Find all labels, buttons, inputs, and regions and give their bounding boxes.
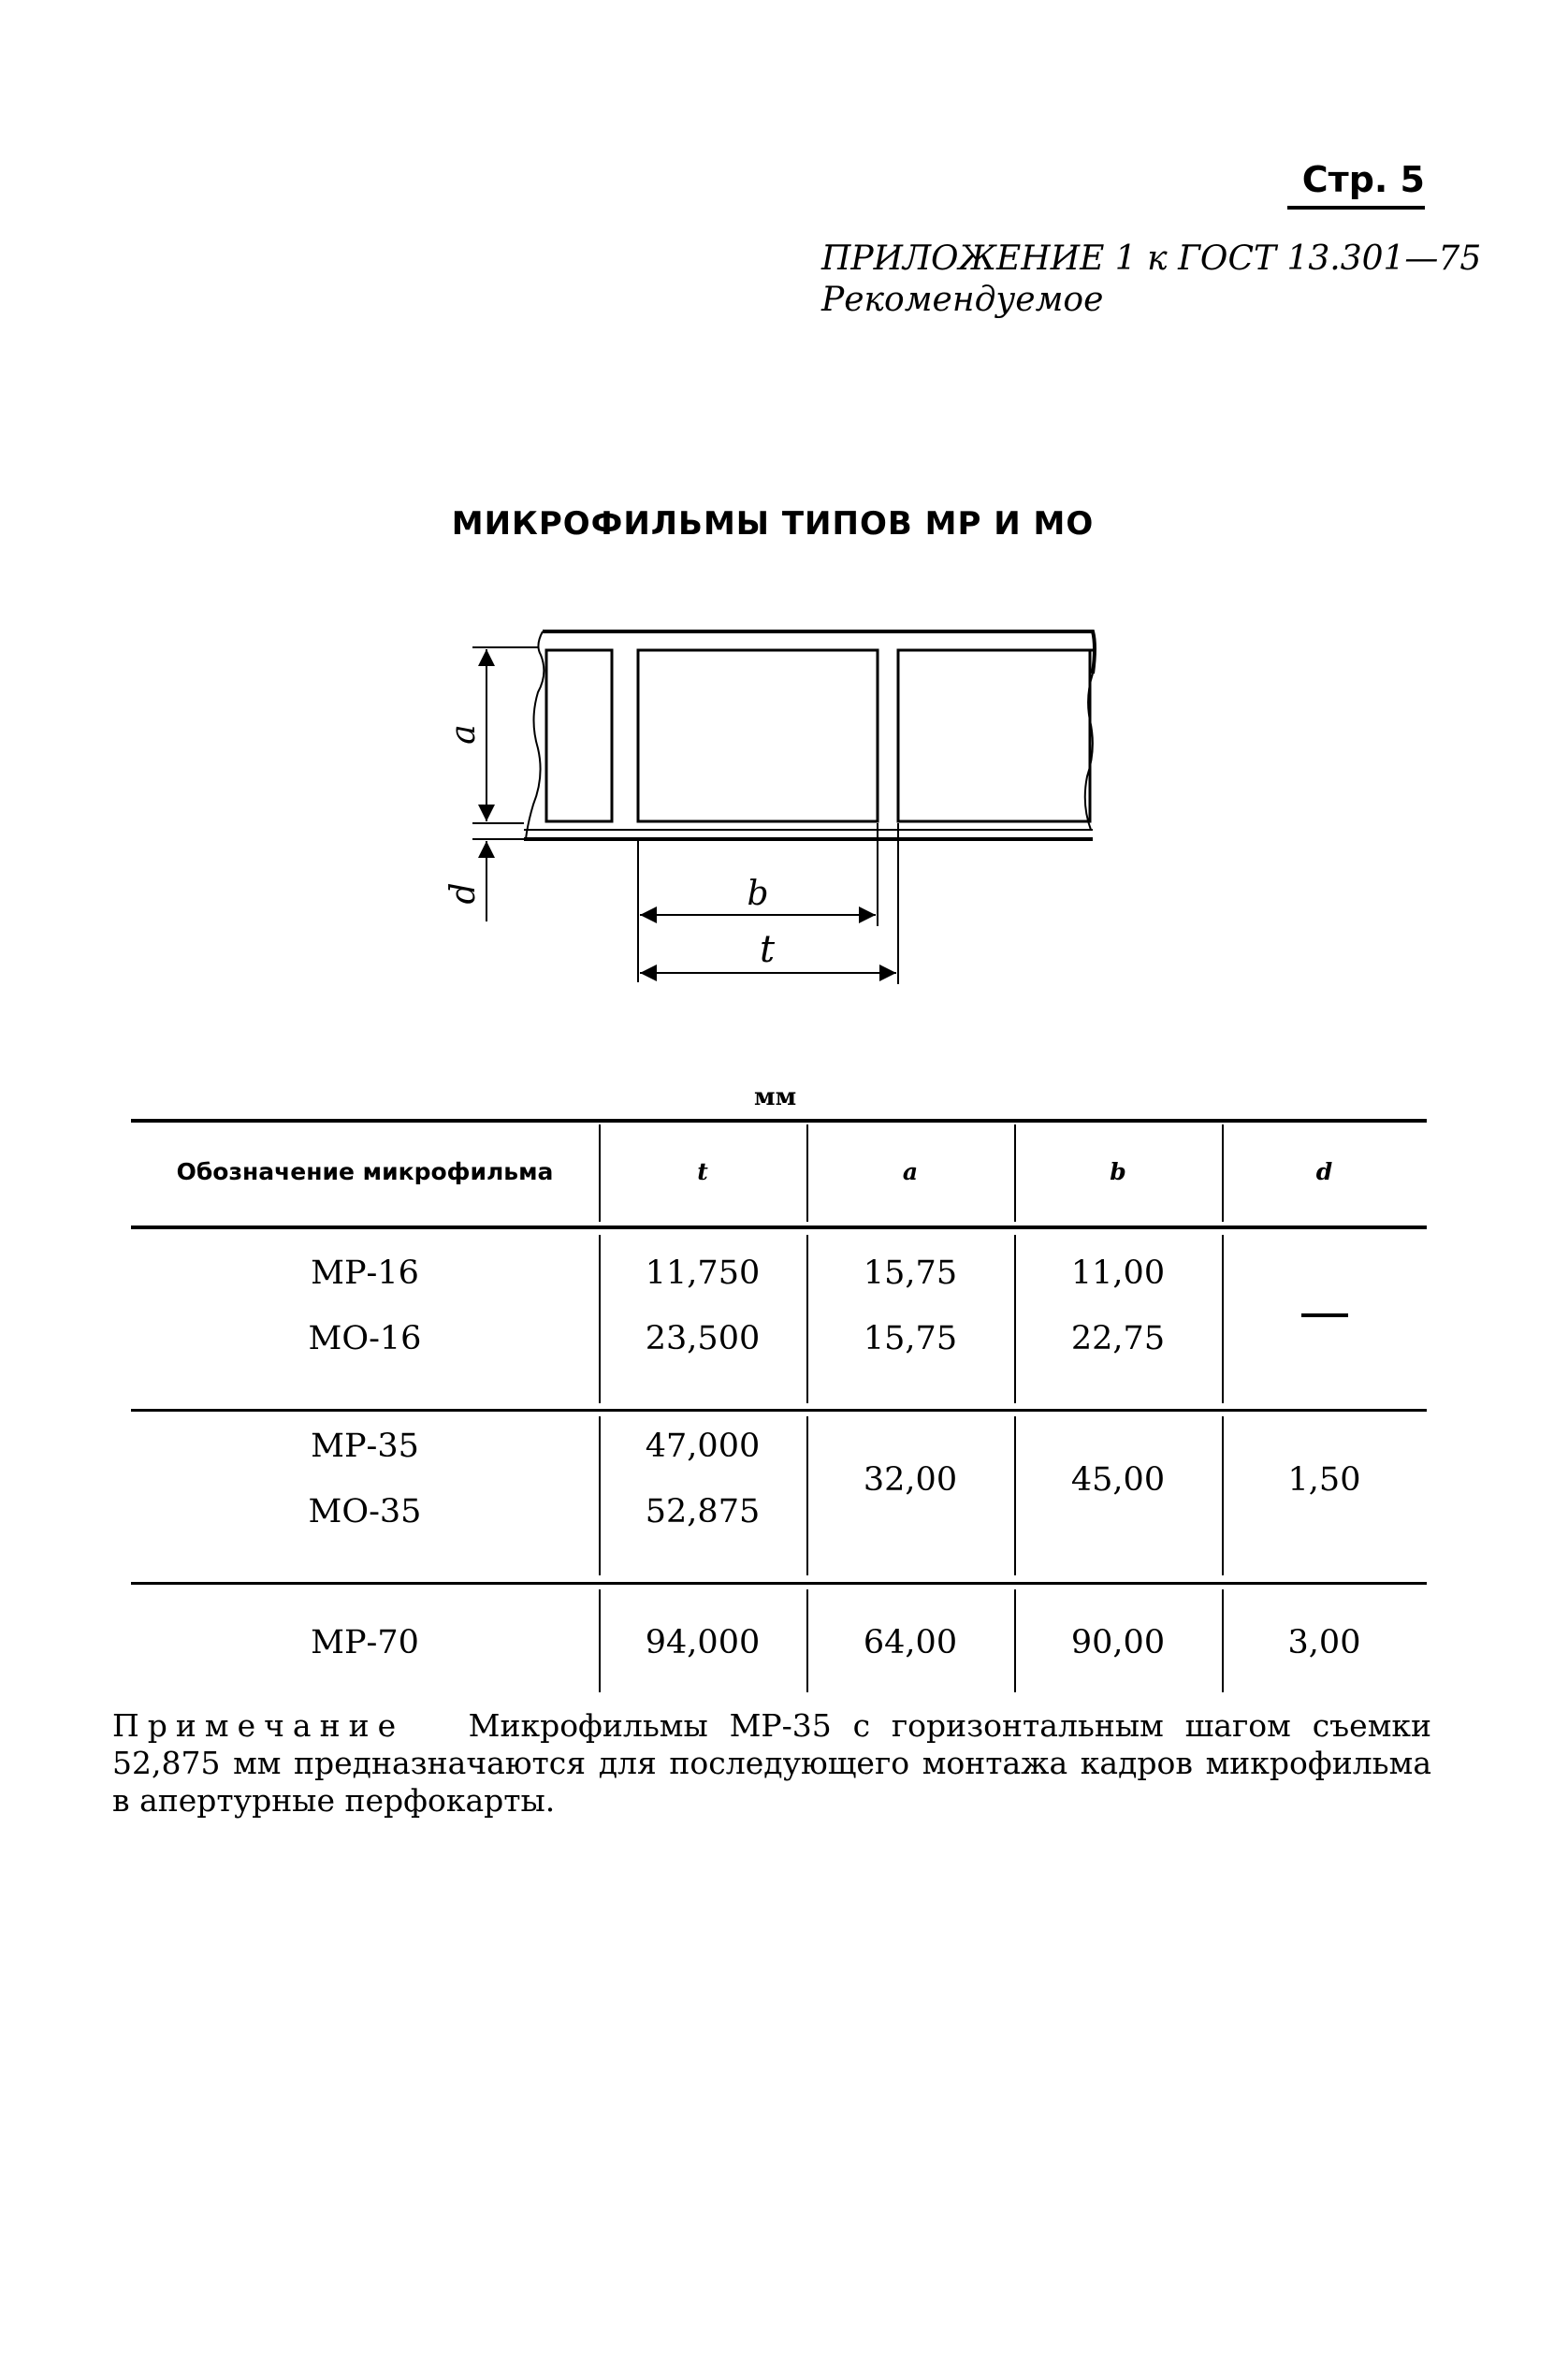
table-cell-designation: МО-16: [308, 1320, 422, 1357]
table-cell-d-empty: [1301, 1313, 1348, 1317]
table-cell-t: 11,750: [645, 1255, 761, 1292]
table-group-rule: [131, 1582, 1427, 1585]
table-cell-designation: МР-70: [311, 1624, 419, 1661]
film-top-edge: [543, 631, 1095, 674]
table-cell-b: 45,00: [1070, 1461, 1166, 1499]
dimension-table: [131, 1119, 1427, 1699]
table-cell-b: 22,75: [1070, 1320, 1166, 1357]
table-cell-designation: МР-16: [311, 1255, 419, 1292]
table-cell-a: 32,00: [863, 1461, 958, 1499]
table-cell-a: 15,75: [863, 1320, 958, 1357]
table-cell-b: 90,00: [1070, 1624, 1166, 1661]
microfilm-frame-diagram: [0, 0, 1568, 1029]
column-header-designation: Обозначение микрофильма: [176, 1158, 554, 1185]
appendix-line: ПРИЛОЖЕНИЕ 1 к ГОСТ 13.301—75: [821, 239, 1482, 278]
table-top-rule: [131, 1119, 1427, 1123]
film-left-break: [526, 631, 544, 839]
document-title: МИКРОФИЛЬМЫ ТИПОВ МР И МО: [451, 505, 1095, 543]
table-group-rule: [131, 1409, 1427, 1412]
note-paragraph: [112, 1707, 1431, 1820]
recommended-label: Рекомендуемое: [821, 281, 1104, 319]
frame-left: [546, 650, 612, 821]
table-cell-t: 52,875: [645, 1493, 761, 1530]
column-header-b: b: [1110, 1158, 1126, 1185]
column-header-d: d: [1315, 1158, 1333, 1185]
label-b: b: [747, 875, 769, 913]
label-d: d: [444, 882, 483, 905]
table-cell-t: 94,000: [645, 1624, 761, 1661]
table-cell-t: 47,000: [645, 1428, 761, 1465]
table-cell-designation: МО-35: [308, 1493, 422, 1530]
table-cell-d: 1,50: [1287, 1461, 1361, 1499]
table-unit: мм: [754, 1083, 797, 1111]
table-cell-a: 64,00: [863, 1624, 958, 1661]
column-header-t: t: [697, 1158, 708, 1185]
note-label: Примечание: [112, 1707, 405, 1744]
table-cell-b: 11,00: [1070, 1255, 1166, 1292]
page-number: Стр. 5: [1287, 159, 1425, 210]
label-a: a: [444, 724, 483, 745]
column-header-a: a: [902, 1158, 919, 1185]
frame-center: [638, 650, 878, 821]
note-text: Микрофильмы МР-35 с горизонтальным шагом съемки 52,875 мм предназначаются для последующего монтажа кадров микрофильма в апертурные перфокарты.: [112, 1707, 1431, 1819]
frame-right: [898, 650, 1090, 821]
table-cell-t: 23,500: [645, 1320, 761, 1357]
table-cell-designation: МР-35: [311, 1428, 419, 1465]
table-header-rule: [131, 1226, 1427, 1229]
label-t: t: [759, 928, 776, 971]
table-cell-a: 15,75: [863, 1255, 958, 1292]
table-cell-d: 3,00: [1287, 1624, 1361, 1661]
